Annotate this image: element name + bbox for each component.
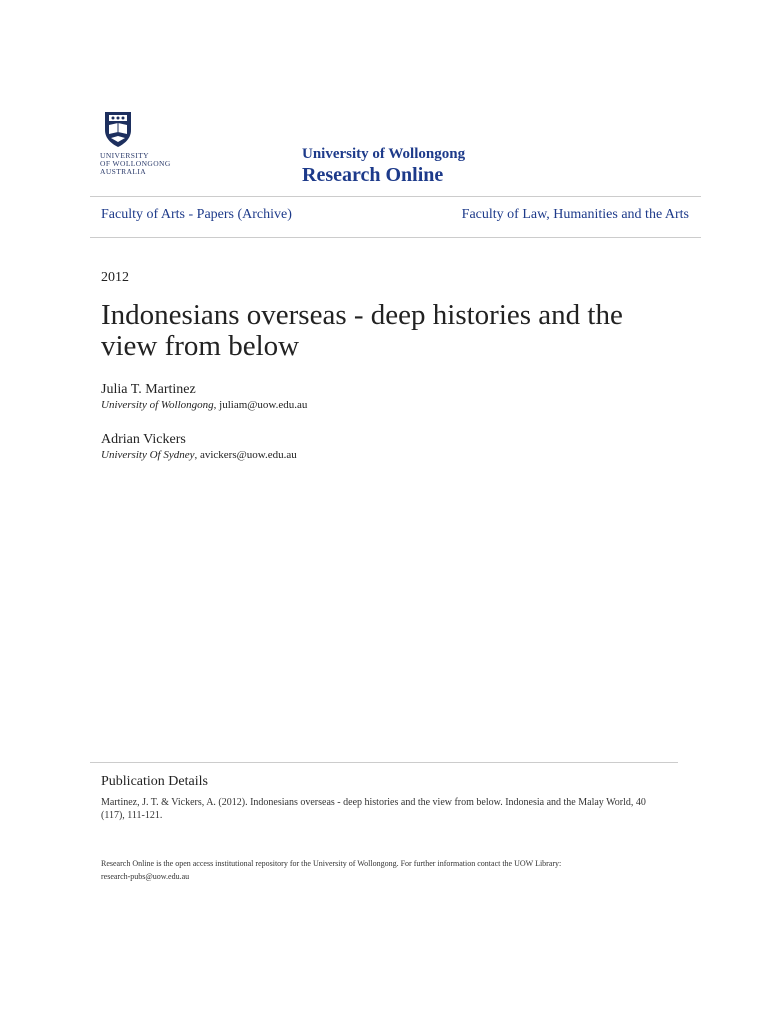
divider [90,196,701,197]
footer-line: Research Online is the open access institutional repository for the University of Wollongong. For further information contact the UOW Library: [101,859,562,868]
affiliation-name: University of Wollongong [101,399,214,411]
footer-notice [101,857,671,883]
publication-year: 2012 [101,270,129,285]
publication-details-heading: Publication Details [101,774,208,789]
author [101,381,307,413]
logo-text [100,152,210,176]
author-affiliation [101,398,307,413]
footer-email[interactable]: research-pubs@uow.edu.au [101,872,190,881]
publication-citation: Martinez, J. T. & Vickers, A. (2012). Indonesians overseas - deep histories and the view from below. Indonesia and the Malay World, 40 (117), 111-121. [101,797,646,821]
logo-line: OF WOLLONGONG [100,159,171,168]
author-email[interactable]: , juliam@uow.edu.au [213,399,308,411]
uow-logo [100,110,210,176]
author [101,431,297,463]
author-name: Adrian Vickers [101,432,186,447]
author-email[interactable]: , avickers@uow.edu.au [194,449,297,461]
brand[interactable] [302,145,465,187]
paper-title: Indonesians overseas - deep histories and the view from below [101,299,623,362]
crest-icon [103,110,133,148]
author-name: Julia T. Martinez [101,382,196,397]
nav-link-faculty-law-humanities[interactable]: Faculty of Law, Humanities and the Arts [461,207,689,222]
brand-research-online[interactable]: Research Online [302,164,444,186]
logo-line: AUSTRALIA [100,167,147,176]
author-affiliation [101,448,297,463]
affiliation-name: University Of Sydney [101,449,195,461]
nav-link-faculty-arts-papers[interactable]: Faculty of Arts - Papers (Archive) [101,207,292,222]
divider [90,237,701,238]
brand-university[interactable]: University of Wollongong [302,146,466,162]
logo-line: UNIVERSITY [100,151,149,160]
divider [90,762,678,763]
